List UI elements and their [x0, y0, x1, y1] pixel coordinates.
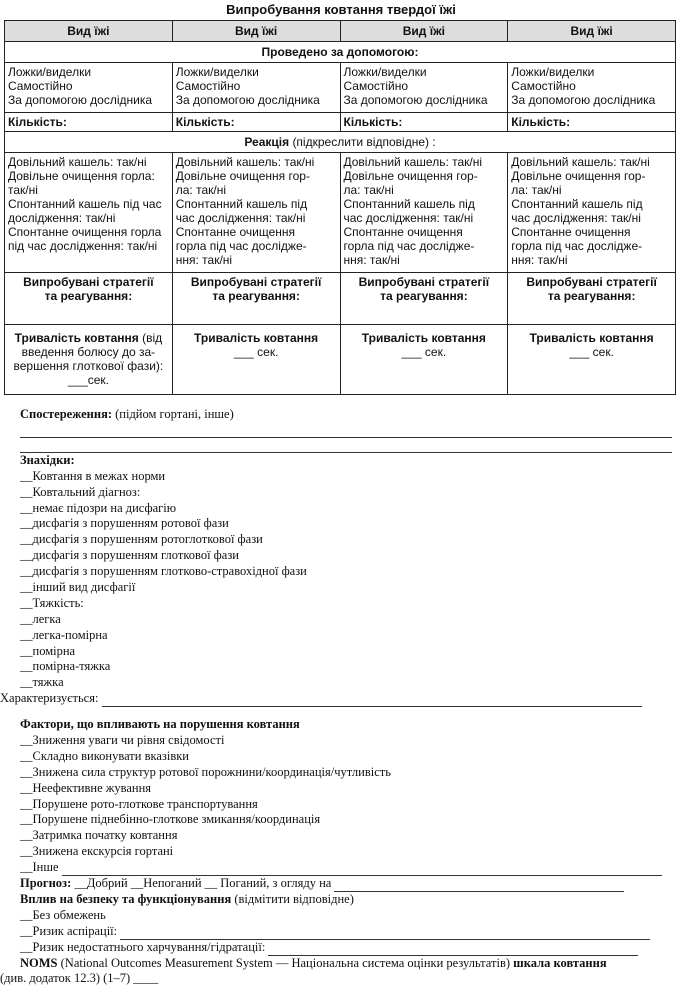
aspiration-field[interactable]: [120, 927, 650, 940]
reaction-cell: Довільний кашель: так/ні Довільне очищення гор- ла: так/ні Спонтанний кашель під час дослідження: так/ні Спонтанне очищення горла під час дослідже- ння: так/ні: [508, 153, 676, 273]
column-header: Вид їжі: [508, 21, 676, 42]
page-title: Випробування ковтання твердої їжі: [226, 2, 456, 17]
findings-item: __Тяжкість:: [20, 595, 84, 610]
blank-line[interactable]: [20, 438, 672, 453]
solid-food-table: [4, 20, 676, 395]
other-line: __Інше: [20, 860, 676, 876]
factor-item: __Знижена екскурсія гортані: [20, 844, 174, 859]
blank-line[interactable]: [20, 423, 672, 438]
duration-cell: Тривалість ковтання ___ сек.: [172, 325, 340, 395]
column-header: Вид їжі: [5, 21, 173, 42]
strategies-cell: Випробувані стратегії та реагування:: [340, 273, 508, 325]
factor-item: __Затримка початку ковтання: [20, 828, 178, 843]
noms-ref-line: (див. додаток 12.3) (1–7) ____: [0, 971, 159, 986]
reaction-cell: Довільний кашель: так/ні Довільне очищення гор- ла: так/ні Спонтанний кашель під час дослідження: так/ні Спонтанне очищення горла під час дослідже- ння: так/ні: [172, 153, 340, 273]
factor-item: __Складно виконувати вказівки: [20, 748, 189, 763]
impact-item: __Без обмежень: [20, 907, 106, 922]
findings-item: __дисфагія з порушенням глоткової фази: [20, 548, 239, 563]
conducted-by-row: Проведено за допомогою:: [5, 42, 676, 63]
method-cell: Ложки/виделки Самостійно За допомогою дослідника: [172, 63, 340, 113]
characterized-line: Характеризується:: [0, 691, 676, 707]
findings-item: __дисфагія з порушенням ротової фази: [20, 516, 229, 531]
findings-item: __тяжка: [20, 675, 64, 690]
reaction-cell: Довільний кашель: так/ні Довільне очищення гор- ла: так/ні Спонтанний кашель під час дослідження: так/ні Спонтанне очищення горла під час дослідже- ння: так/ні: [340, 153, 508, 273]
factor-item: __Порушене піднебінно-глоткове змикання/координація: [20, 812, 321, 827]
findings-item: __дисфагія з порушенням ротоглоткової фази: [20, 532, 263, 547]
form-notes: [0, 407, 676, 987]
column-header: Вид їжі: [172, 21, 340, 42]
findings-heading: Знахідки:: [20, 452, 75, 467]
factor-item: __Знижена сила структур ротової порожнини/координація/чутливість: [20, 764, 391, 779]
reaction-row: Реакція (підкреслити відповідне) :: [5, 132, 676, 153]
reaction-cell: Довільний кашель: так/ні Довільне очищення горла: так/ні Спонтанний кашель під час дослідження: так/ні Спонтанне очищення горла під час дослідження: так/ні: [5, 153, 173, 273]
findings-item: __легка: [20, 611, 61, 626]
other-field[interactable]: [62, 863, 662, 876]
prognosis-line: Прогноз: __Добрий __Непоганий __ Поганий, з огляду на: [20, 876, 676, 892]
impact-line: Вплив на безпеку та функціонування (відмітити відповідне): [20, 891, 354, 906]
findings-item: __Ковтання в межах норми: [20, 468, 166, 483]
strategies-cell: Випробувані стратегії та реагування:: [172, 273, 340, 325]
prognosis-field[interactable]: [334, 879, 624, 892]
findings-item: __інший вид дисфагії: [20, 580, 136, 595]
nutrition-field[interactable]: [268, 943, 638, 956]
findings-item: __помірна-тяжка: [20, 659, 111, 674]
quantity-label: Кількість:: [5, 113, 173, 132]
noms-line: NOMS (National Outcomes Measurement System — Національна система оцінки результатів) шкала ковтання: [20, 955, 607, 970]
factor-item: __Неефективне жування: [20, 780, 152, 795]
factors-heading: Фактори, що впливають на порушення ковтання: [20, 717, 300, 732]
quantity-label: Кількість:: [172, 113, 340, 132]
method-cell: Ложки/виделки Самостійно За допомогою дослідника: [340, 63, 508, 113]
findings-item: __немає підозри на дисфагію: [20, 500, 177, 515]
quantity-label: Кількість:: [508, 113, 676, 132]
observations-line: Спостереження: (підйом гортані, інше): [20, 407, 234, 421]
method-cell: Ложки/виделки Самостійно За допомогою дослідника: [508, 63, 676, 113]
strategies-cell: Випробувані стратегії та реагування:: [5, 273, 173, 325]
findings-item: __Ковтальний діагноз:: [20, 484, 141, 499]
characterized-field[interactable]: [102, 694, 642, 707]
method-cell: Ложки/виделки Самостійно За допомогою дослідника: [5, 63, 173, 113]
findings-item: __легка-помірна: [20, 627, 108, 642]
duration-cell: Тривалість ковтання ___ сек.: [508, 325, 676, 395]
factor-item: __Порушене рото-глоткове транспортування: [20, 796, 258, 811]
factor-item: __Зниження уваги чи рівня свідомості: [20, 733, 225, 748]
quantity-label: Кількість:: [340, 113, 508, 132]
column-header: Вид їжі: [340, 21, 508, 42]
duration-cell: Тривалість ковтання ___ сек.: [340, 325, 508, 395]
duration-cell: Тривалість ковтання (від введення болюсу до за- вершення глоткової фази): ___сек.: [5, 325, 173, 395]
findings-item: __дисфагія з порушенням глотково-стравохідної фази: [20, 564, 307, 579]
impact-item: __Ризик аспірації:: [20, 924, 676, 940]
impact-item: __Ризик недостатнього харчування/гідратації:: [20, 940, 676, 956]
findings-item: __помірна: [20, 643, 76, 658]
strategies-cell: Випробувані стратегії та реагування:: [508, 273, 676, 325]
